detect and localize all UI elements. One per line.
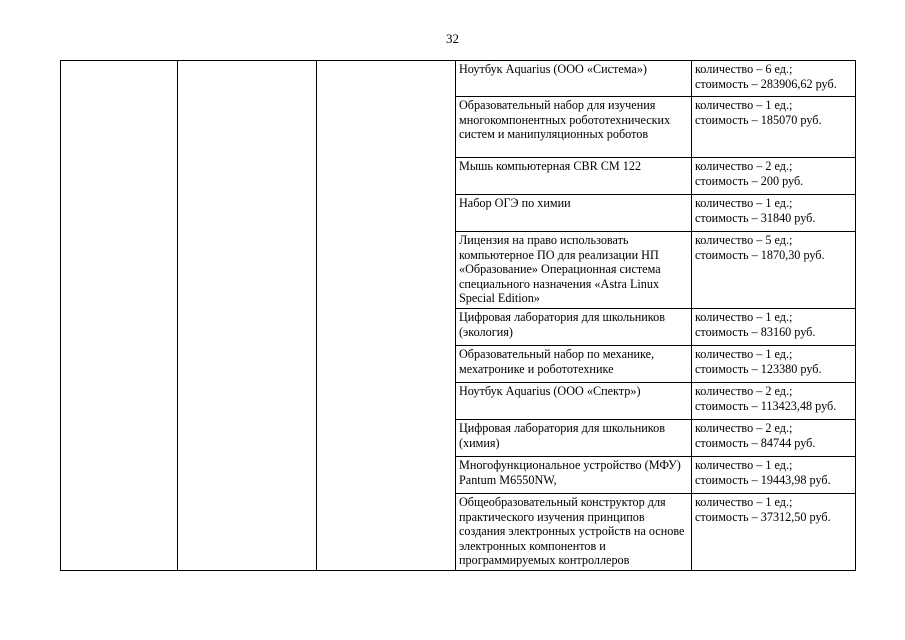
item-name-cell: Ноутбук Aquarius (ООО «Система»): [456, 61, 692, 97]
cost-text: стоимость – 200 руб.: [695, 173, 804, 188]
empty-cell-col2: [178, 61, 317, 571]
quantity-text: количество – 1 ед.;: [695, 196, 793, 210]
quantity-cost-cell: [692, 493, 856, 570]
cost-text: стоимость – 31840 руб.: [695, 210, 816, 225]
quantity-cost-cell: [692, 158, 856, 195]
quantity-cost-cell: [692, 195, 856, 232]
item-name-cell: Лицензия на право использовать компьютерное ПО для реализации НП «Образование» Операционная система специального назначения «Astra Linux Special Edition»: [456, 232, 692, 309]
quantity-cost-cell: [692, 419, 856, 456]
quantity-text: количество – 1 ед.;: [695, 457, 793, 472]
quantity-cost-cell: [692, 97, 856, 158]
item-name-cell: Многофункциональное устройство (МФУ) Pantum M6550NW,: [456, 456, 692, 493]
quantity-text: количество – 1 ед.;: [695, 309, 793, 324]
quantity-cost-cell: [692, 61, 856, 97]
item-name-cell: Набор ОГЭ по химии: [456, 195, 692, 232]
cost-text: стоимость – 37312,50 руб.: [695, 509, 831, 524]
page-number: 32: [446, 31, 459, 46]
quantity-text: количество – 6 ед.;: [695, 62, 793, 76]
cost-text: стоимость – 113423,48 руб.: [695, 398, 837, 413]
quantity-cost-cell: [692, 345, 856, 382]
quantity-text: количество – 2 ед.;: [695, 420, 793, 435]
item-name-cell: Образовательный набор для изучения многокомпонентных робототехнических систем и манипуляционных роботов: [456, 97, 692, 158]
quantity-cost-cell: [692, 382, 856, 419]
cost-text: стоимость – 185070 руб.: [695, 112, 822, 127]
item-name-cell: Цифровая лаборатория для школьников (химия): [456, 419, 692, 456]
empty-cell-col1: [61, 61, 178, 571]
cost-text: стоимость – 123380 руб.: [695, 361, 822, 376]
quantity-text: количество – 2 ед.;: [695, 159, 793, 173]
item-name-cell: Цифровая лаборатория для школьников (экология): [456, 308, 692, 345]
quantity-text: количество – 1 ед.;: [695, 98, 793, 112]
quantity-text: количество – 1 ед.;: [695, 494, 793, 509]
quantity-text: количество – 1 ед.;: [695, 346, 793, 361]
equipment-table: [60, 60, 856, 571]
quantity-cost-cell: [692, 232, 856, 309]
cost-text: стоимость – 1870,30 руб.: [695, 247, 825, 262]
item-name-cell: Общеобразовательный конструктор для практического изучения принципов создания электронных устройств на основе электронных компонентов и программируемых контроллеров: [456, 493, 692, 570]
item-name-cell: Мышь компьютерная CBR CM 122: [456, 158, 692, 195]
cost-text: стоимость – 283906,62 руб.: [695, 76, 837, 91]
quantity-text: количество – 2 ед.;: [695, 383, 793, 398]
quantity-cost-cell: [692, 456, 856, 493]
cost-text: стоимость – 84744 руб.: [695, 435, 816, 450]
cost-text: стоимость – 19443,98 руб.: [695, 472, 831, 487]
item-name-cell: Ноутбук Aquarius (ООО «Спектр»): [456, 382, 692, 419]
quantity-cost-cell: [692, 308, 856, 345]
cost-text: стоимость – 83160 руб.: [695, 324, 816, 339]
table-row: [61, 61, 856, 97]
quantity-text: количество – 5 ед.;: [695, 233, 793, 247]
empty-cell-col3: [317, 61, 456, 571]
item-name-cell: Образовательный набор по механике, мехатронике и робототехнике: [456, 345, 692, 382]
